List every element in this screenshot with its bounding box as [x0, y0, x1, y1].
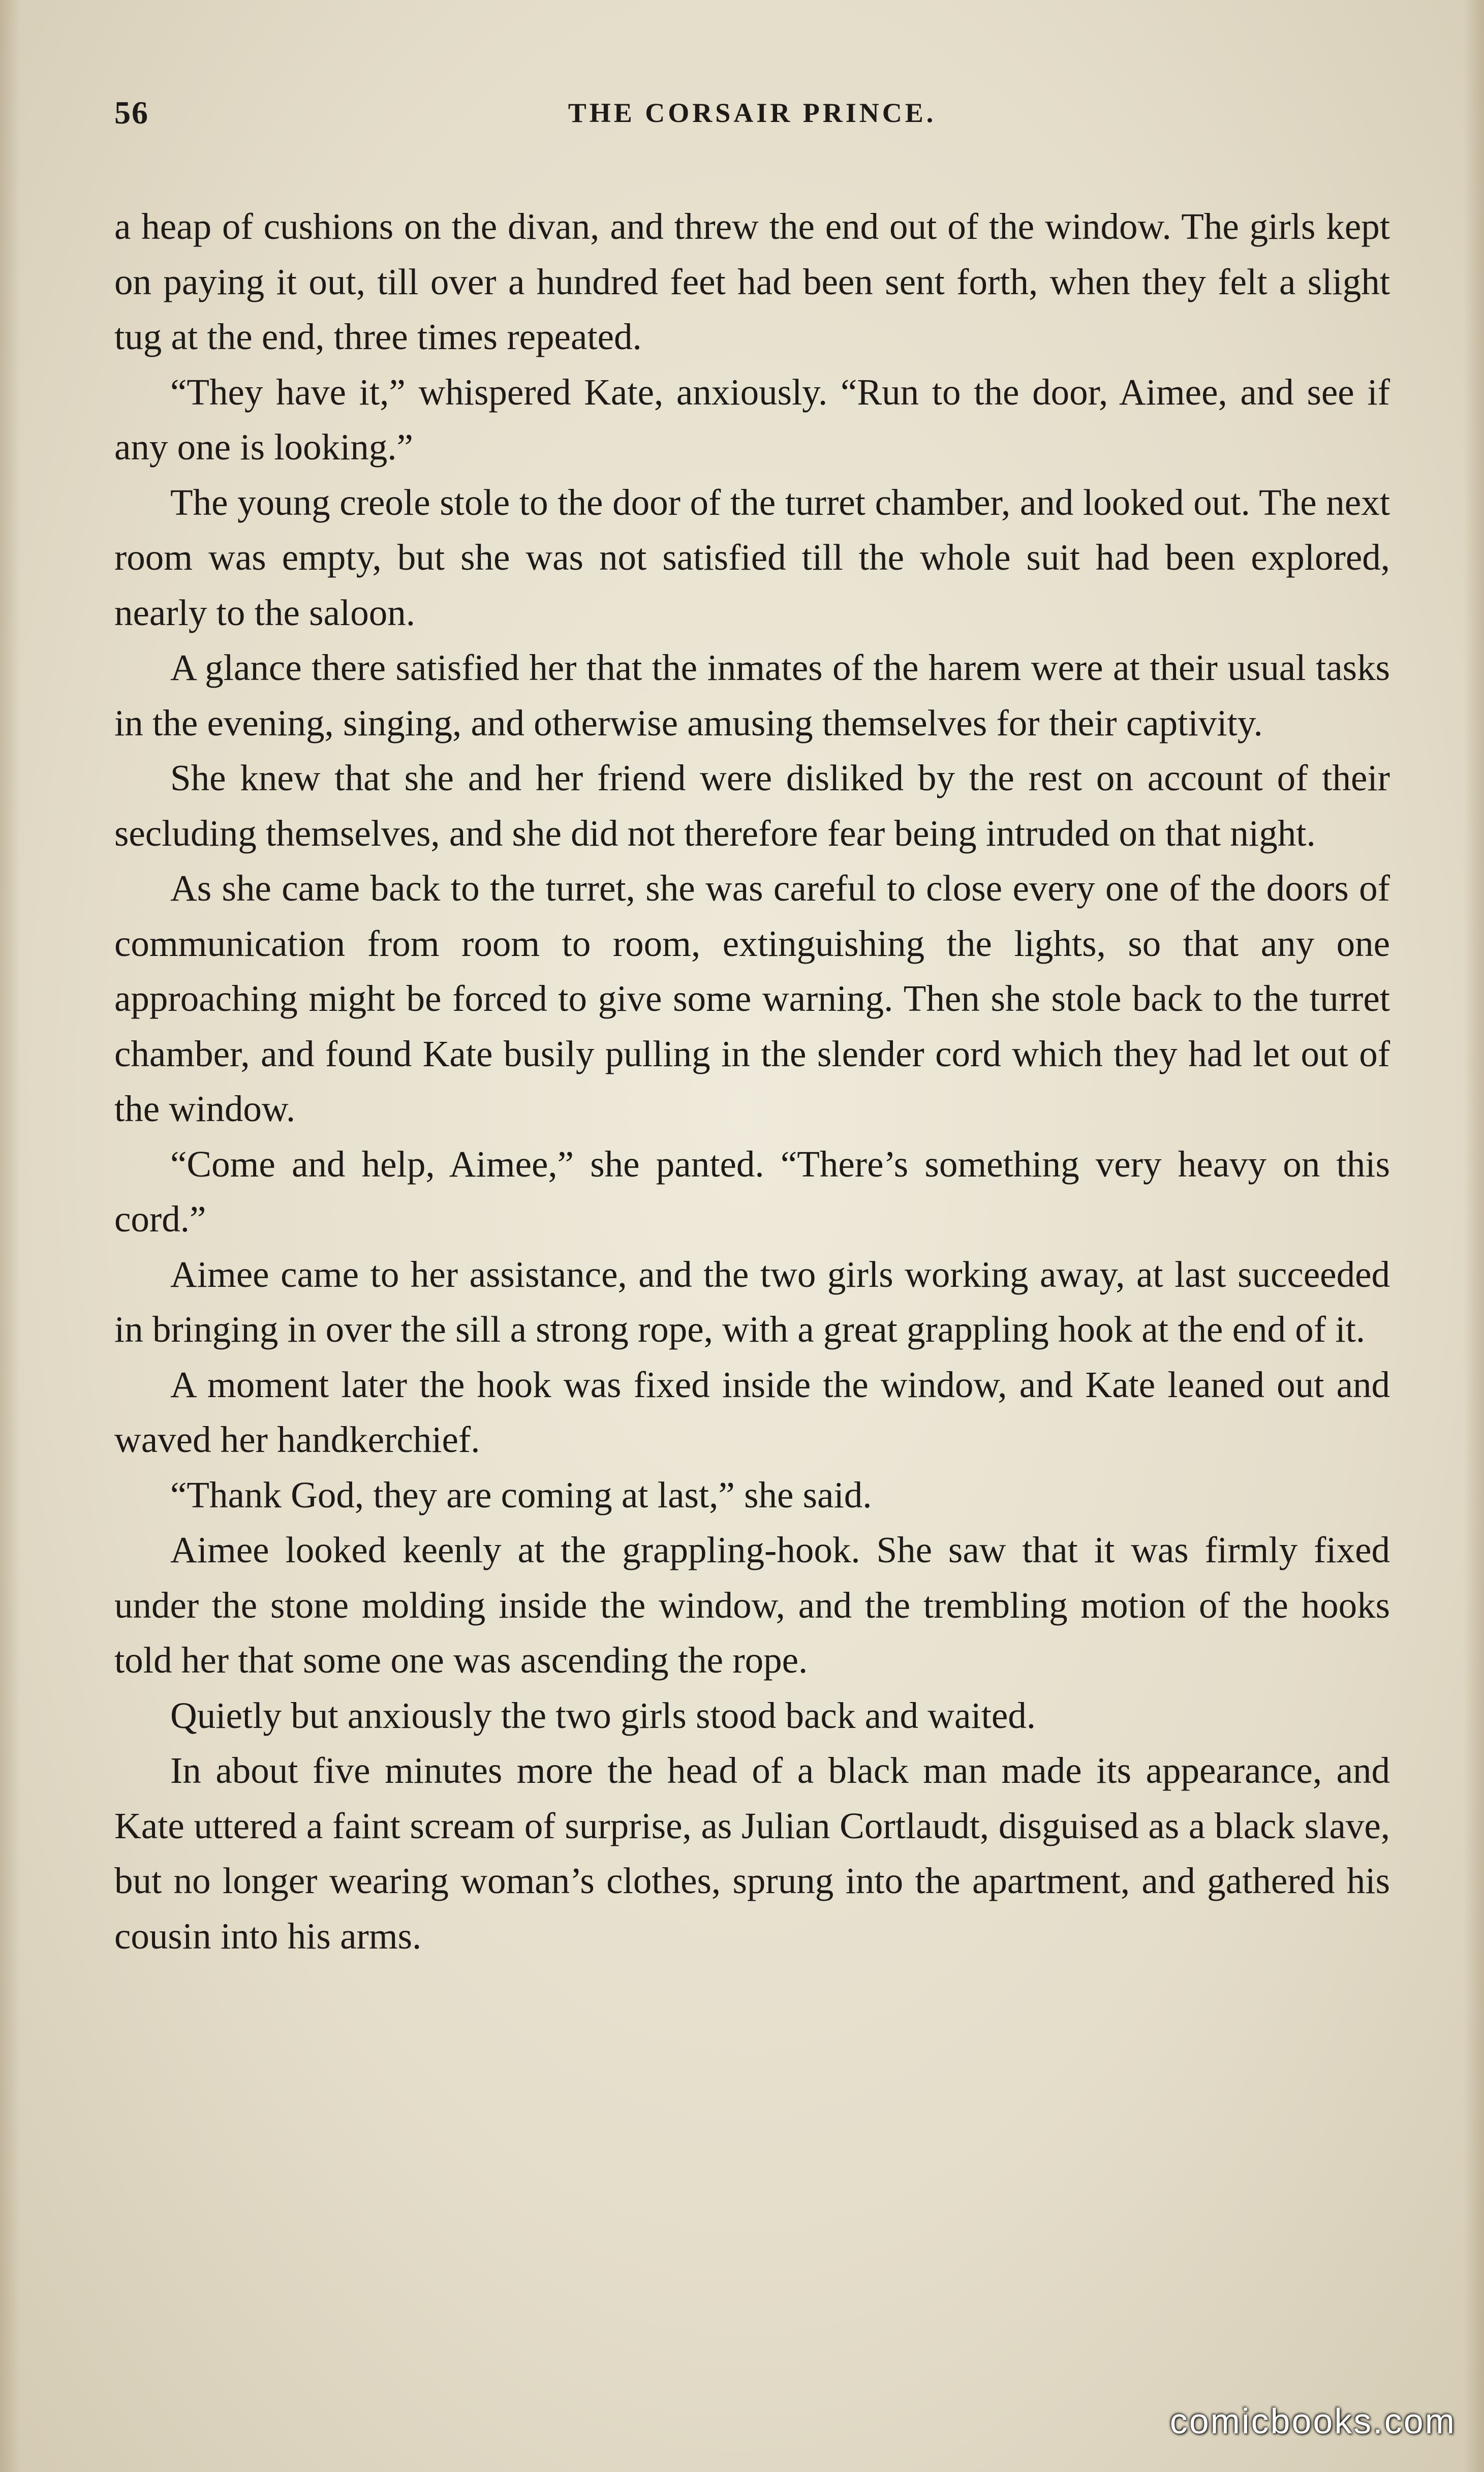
- paragraph: Aimee looked keenly at the grappling-hook. She saw that it was firmly fixed under the stone molding inside the window, and the trembling motion of the hooks told her that some one was ascending the rope.: [114, 1529, 1390, 1681]
- paragraph: A moment later the hook was fixed inside the window, and Kate leaned out and waved her handkerchief.: [114, 1364, 1390, 1460]
- paragraph: “Thank God, they are coming at last,” she said.: [170, 1474, 872, 1516]
- page-header: [114, 94, 1390, 140]
- paragraph: In about five minutes more the head of a black man made its appearance, and Kate uttered a faint scream of surprise, as Julian Cortlaudt, disguised as a black slave, but no longer wearing woman’s clothes, sprung into the apartment, and gathered his cousin into his arms.: [114, 1750, 1390, 1957]
- paragraph: As she came back to the turret, she was careful to close every one of the doors of communication from room to room, extinguishing the lights, so that any one approaching might be forced to give some warning. Then she stole back to the turret chamber, and found Kate busily pulling in the slender cord which they had let out of the window.: [114, 868, 1390, 1129]
- paragraph: A glance there satisfied her that the inmates of the harem were at their usual tasks in the evening, singing, and otherwise amusing themselves for their captivity.: [114, 647, 1390, 744]
- page-edge-shadow-right: [1464, 0, 1484, 2472]
- paragraph: She knew that she and her friend were disliked by the rest on account of their secluding themselves, and she did not therefore fear being intruded on that night.: [114, 757, 1390, 854]
- paragraph: The young creole stole to the door of the turret chamber, and looked out. The next room was empty, but she was not satisfied till the whole suit had been explored, nearly to the saloon.: [114, 481, 1390, 633]
- paragraph: a heap of cushions on the divan, and threw the end out of the window. The girls kept on paying it out, till over a hundred feet had been sent forth, when they felt a slight tug at the end, three times repeated.: [114, 206, 1390, 357]
- paragraph: “They have it,” whispered Kate, anxiously. “Run to the door, Aimee, and see if any one is looking.”: [114, 371, 1390, 468]
- body-text: [114, 199, 1390, 1964]
- paragraph: “Come and help, Aimee,” she panted. “There’s something very heavy on this cord.”: [114, 1143, 1390, 1240]
- paragraph: Aimee came to her assistance, and the two girls working away, at last succeeded in bringing in over the sill a strong rope, with a great grappling hook at the end of it.: [114, 1253, 1390, 1350]
- running-title: THE CORSAIR PRINCE.: [568, 98, 937, 128]
- page-number: 56: [114, 95, 149, 131]
- watermark: comicbooks.com: [1169, 2401, 1456, 2441]
- page-edge-shadow-left: [0, 0, 20, 2472]
- paragraph: Quietly but anxiously the two girls stood back and waited.: [170, 1694, 1036, 1736]
